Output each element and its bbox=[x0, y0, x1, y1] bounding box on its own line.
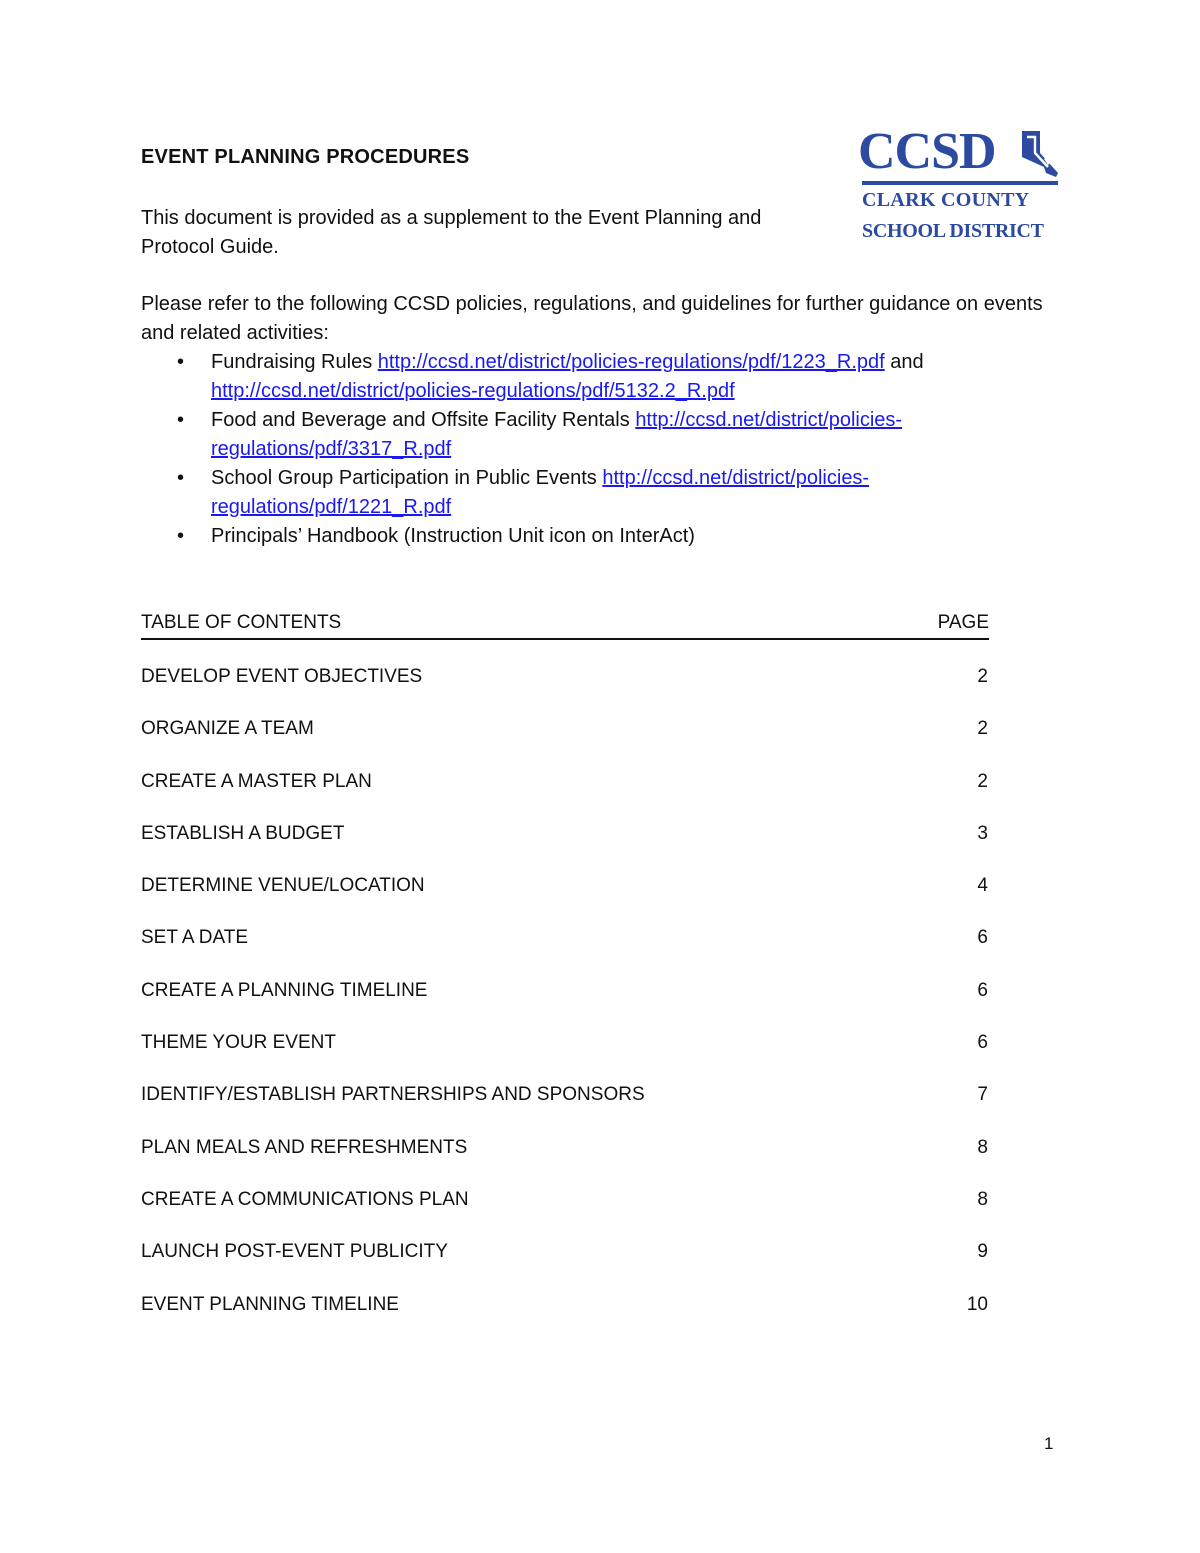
toc-entry-page: 2 bbox=[977, 718, 988, 740]
toc-entry-page: 6 bbox=[977, 979, 988, 1001]
reference-link[interactable]: http://ccsd.net/district/policies-regulations/pdf/1223_R.pdf bbox=[377, 351, 885, 373]
toc-entry[interactable] bbox=[141, 1163, 989, 1215]
reference-joiner: and bbox=[884, 351, 924, 373]
list-item bbox=[141, 348, 1081, 406]
bullet-dot-icon: • bbox=[177, 409, 185, 431]
toc-entry-label: THEME YOUR EVENT bbox=[141, 1032, 336, 1054]
toc-entry-label: PLAN MEALS AND REFRESHMENTS bbox=[141, 1136, 468, 1158]
toc-entry[interactable] bbox=[141, 692, 989, 744]
reference-label: Fundraising Rules bbox=[211, 351, 378, 373]
toc-entry-label: EVENT PLANNING TIMELINE bbox=[141, 1293, 399, 1315]
toc-page-heading: PAGE bbox=[937, 612, 989, 633]
document-title: EVENT PLANNING PROCEDURES bbox=[141, 146, 470, 168]
toc-entry-label: SET A DATE bbox=[141, 927, 249, 949]
bullet-dot-icon: • bbox=[177, 351, 185, 373]
ccsd-logo bbox=[858, 124, 1068, 250]
toc-entry[interactable] bbox=[141, 1111, 989, 1163]
reference-label: Food and Beverage and Offsite Facility Rentals bbox=[211, 409, 636, 431]
toc-entry-page: 8 bbox=[977, 1136, 988, 1158]
logo-divider bbox=[862, 181, 1058, 185]
toc-entry-label: DEVELOP EVENT OBJECTIVES bbox=[141, 666, 423, 687]
reference-label: School Group Participation in Public Events bbox=[211, 467, 603, 489]
bullet-dot-icon: • bbox=[177, 525, 185, 547]
toc-entry-page: 10 bbox=[966, 1293, 988, 1315]
list-item bbox=[141, 522, 1081, 551]
nevada-state-icon bbox=[1018, 129, 1060, 179]
reference-link[interactable]: http://ccsd.net/district/policies-regulations/pdf/5132.2_R.pdf bbox=[211, 380, 735, 402]
toc-entry-page: 3 bbox=[977, 822, 988, 844]
toc-entry-page: 4 bbox=[977, 875, 988, 897]
toc-entry[interactable] bbox=[141, 1268, 989, 1320]
toc-entry-page: 9 bbox=[977, 1241, 988, 1263]
list-item bbox=[141, 406, 1081, 464]
toc-entry[interactable] bbox=[141, 1058, 989, 1110]
references-section bbox=[141, 290, 1081, 551]
toc-entry-page: 2 bbox=[977, 666, 988, 687]
logo-brand-text: CCSD bbox=[858, 123, 996, 180]
page-number: 1 bbox=[1044, 1434, 1054, 1453]
toc-entry-label: LAUNCH POST-EVENT PUBLICITY bbox=[141, 1241, 448, 1263]
table-of-contents bbox=[141, 612, 989, 1320]
toc-entry-page: 8 bbox=[977, 1188, 988, 1210]
toc-entry-label: DETERMINE VENUE/LOCATION bbox=[141, 875, 425, 897]
toc-entry-label: CREATE A MASTER PLAN bbox=[141, 770, 372, 792]
toc-entry[interactable] bbox=[141, 797, 989, 849]
toc-entry-label: CREATE A COMMUNICATIONS PLAN bbox=[141, 1188, 469, 1210]
intro-paragraph: This document is provided as a supplement to the Event Planning and Protocol Guide. bbox=[141, 207, 762, 258]
references-list bbox=[141, 348, 1081, 551]
toc-entry[interactable] bbox=[141, 1006, 989, 1058]
toc-entry[interactable] bbox=[141, 640, 989, 692]
toc-entry-label: CREATE A PLANNING TIMELINE bbox=[141, 979, 428, 1001]
toc-entry-page: 6 bbox=[977, 927, 988, 949]
toc-heading: TABLE OF CONTENTS bbox=[141, 612, 342, 633]
toc-entry-page: 2 bbox=[977, 770, 988, 792]
logo-line-district: SCHOOL DISTRICT bbox=[862, 220, 1044, 242]
toc-entry-page: 7 bbox=[977, 1084, 988, 1106]
toc-entry-label: ORGANIZE A TEAM bbox=[141, 718, 314, 740]
reference-link[interactable]: http://ccsd.net/district/policies-regulations/pdf/1221_R.pdf bbox=[211, 467, 870, 518]
bullet-dot-icon: • bbox=[177, 467, 185, 489]
toc-entry-label: IDENTIFY/ESTABLISH PARTNERSHIPS AND SPONSORS bbox=[141, 1084, 645, 1106]
references-intro: Please refer to the following CCSD policies, regulations, and guidelines for further guidance on events and related activities: bbox=[141, 293, 1043, 344]
toc-entry[interactable] bbox=[141, 849, 989, 901]
toc-entry[interactable] bbox=[141, 745, 989, 797]
toc-entry-page: 6 bbox=[977, 1032, 988, 1054]
reference-label: Principals’ Handbook (Instruction Unit icon on InterAct) bbox=[211, 525, 695, 547]
toc-entry-label: ESTABLISH A BUDGET bbox=[141, 822, 345, 844]
toc-entry[interactable] bbox=[141, 1215, 989, 1267]
list-item bbox=[141, 464, 1081, 522]
logo-line-county: CLARK COUNTY bbox=[862, 189, 1030, 211]
toc-entry[interactable] bbox=[141, 901, 989, 953]
toc-header bbox=[141, 612, 989, 640]
reference-link[interactable]: http://ccsd.net/district/policies-regulations/pdf/3317_R.pdf bbox=[211, 409, 903, 460]
toc-entry[interactable] bbox=[141, 954, 989, 1006]
